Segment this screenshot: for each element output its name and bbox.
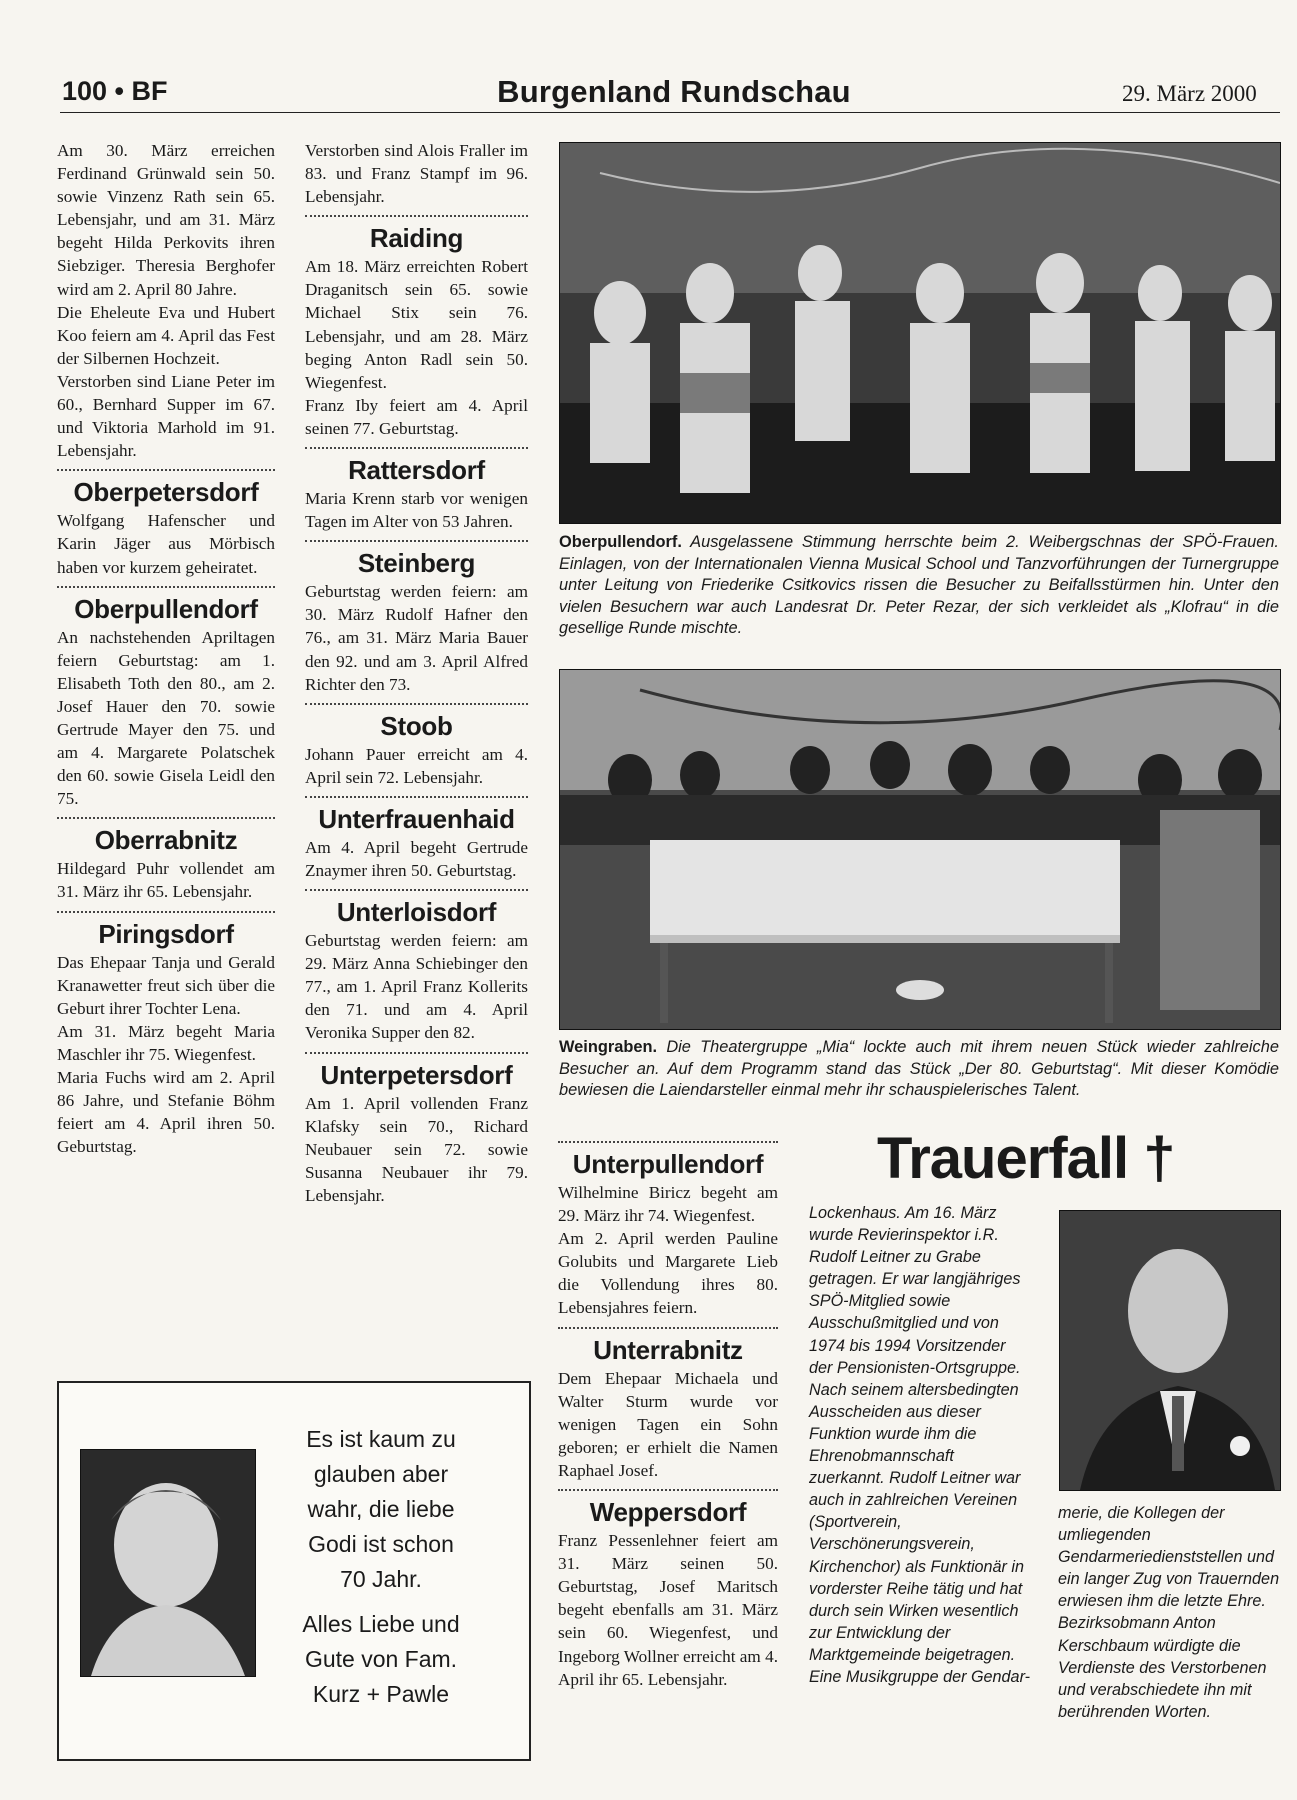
article-text: Am 30. März erreichen Ferdinand Grünwald sein 50. sowie Vinzenz Rath sein 65. Lebensjahr, und am 31. März begeht Hilda Perkovits ihren Siebziger. Theresia Berghofer wird am 2. April 80 Jahre. (57, 141, 275, 299)
section-heading: Rattersdorf (348, 455, 485, 486)
column-2 (305, 139, 528, 1207)
ad-line: wahr, die liebe (307, 1496, 455, 1522)
article-text: Verstorben sind Alois Fraller im 83. und Franz Stampf im 96. Lebensjahr. (305, 141, 528, 207)
trauerfall-text-1 (809, 1202, 1031, 1688)
caption-place: Oberpullendorf. (559, 533, 682, 551)
birthday-portrait (80, 1449, 256, 1677)
article-text: Wolfgang Hafenscher und Karin Jäger aus Mörbisch haben vor kurzem geheiratet. (57, 511, 275, 577)
section-divider (57, 911, 275, 913)
article-text: Maria Fuchs wird am 2. April 86 Jahre, und Stefanie Böhm feiert am 4. April ihren 50. Geburtstag. (57, 1068, 275, 1157)
section-divider (305, 796, 528, 798)
photo-dance-party (559, 142, 1281, 524)
ad-line: Kurz + Pawle (312, 1681, 450, 1707)
section-divider (558, 1141, 778, 1143)
photo-theatre-group-image (560, 670, 1280, 1029)
trauerfall-text-2 (1058, 1502, 1280, 1723)
article-text: Verstorben sind Liane Peter im 60., Bernhard Supper im 67. und Viktoria Marhold im 91. Lebensjahr. (57, 371, 275, 461)
article-text: Am 2. April werden Pauline Golubits und Margarete Lieb die Vollendung ihres 80. Lebensjahres feiern. (558, 1229, 778, 1318)
section-heading: Unterfrauenhaid (318, 803, 515, 834)
section-divider (305, 447, 528, 449)
section-divider (305, 1052, 528, 1054)
article-text: Johann Pauer erreicht am 4. April sein 72. Lebensjahr. (305, 744, 528, 787)
portrait-rudolf-leitner (1059, 1210, 1281, 1491)
article-text: Die Eheleute Eva und Hubert Koo feiern am 4. April das Fest der Silbernen Hochzeit. (57, 302, 275, 368)
ad-line: Gute von Fam. (304, 1646, 458, 1672)
article-text: Am 4. April begeht Gertrude Znaymer ihren 50. Geburtstag. (305, 837, 528, 880)
caption-place: Weingraben. (559, 1038, 658, 1056)
section-divider (558, 1489, 778, 1491)
article-text: Das Ehepaar Tanja und Gerald Kranawetter freut sich über die Geburt ihrer Tochter Lena. (57, 952, 275, 1018)
section-divider (558, 1327, 778, 1329)
column-1 (57, 139, 275, 1158)
caption-text: Ausgelassene Stimmung herrschte beim 2. Weibergschnas der SPÖ-Frauen. Einlagen, von der Internationalen Vienna Musical School und Tanzvorführungen der Turnergruppe unter Leitung von Friederike Csitkovics rissen die Besucher zu Beifallsstürmen hin. Unter den vielen Besuchern war auch Landesrat Dr. Peter Rezar, der sich verkleidet als „Klofrau“ in die gesellige Runde mischte. (559, 533, 1279, 638)
birthday-portrait-image (81, 1450, 255, 1676)
article-text: Am 1. April vollenden Franz Klafsky sein 70., Richard Neubauer sein 72. sowie Susanna Neubauer ihr 79. Lebensjahr. (305, 1093, 528, 1205)
section-heading: Unterpullendorf (572, 1149, 764, 1179)
photo-dance-party-image (560, 143, 1280, 523)
section-divider (305, 889, 528, 891)
article-text: Maria Krenn starb vor wenigen Tagen im Alter von 53 Jahren. (305, 489, 528, 532)
photo-theatre-group (559, 669, 1281, 1030)
trauerfall-heading: Trauerfall † (877, 1126, 1175, 1191)
section-heading: Oberpullendorf (74, 593, 258, 624)
ad-line: Godi ist schon (308, 1531, 454, 1557)
article-text: Am 31. März begeht Maria Maschler ihr 75. Wiegenfest. (57, 1021, 275, 1064)
section-heading: Piringsdorf (98, 918, 234, 949)
ad-line: glauben aber (313, 1461, 449, 1487)
section-divider (305, 703, 528, 705)
portrait-image (1060, 1211, 1280, 1490)
trauerfall-paragraph: merie, die Kollegen der umliegenden Gendarmeriedienststellen und ein langer Zug von Trauernden erwiesen ihm die letzte Ehre. Bezirksobmann Anton Kerschbaum würdigte die Verdienste des Verstorbenen und verabschiedete ihn mit berührenden Worten. (1058, 1504, 1280, 1721)
ad-line: 70 Jahr. (340, 1566, 422, 1592)
header-rule (60, 112, 1280, 113)
masthead: Burgenland Rundschau (497, 74, 851, 109)
article-text: Wilhelmine Biricz begeht am 29. März ihr 74. Wiegenfest. (558, 1183, 778, 1226)
column-3 (558, 1141, 778, 1691)
page-number: 100 • BF (62, 76, 168, 106)
section-heading: Weppersdorf (589, 1497, 747, 1528)
ad-line: Es ist kaum zu (306, 1426, 456, 1452)
article-text: Franz Pessenlehner feiert am 31. März seinen 50. Geburtstag, Josef Maritsch begeht ebenfalls am 31. März sein 60. Wiegenfest, und Ingeborg Wollner erreicht am 4. April ihr 65. Lebensjahr. (558, 1531, 778, 1689)
section-heading: Raiding (369, 223, 464, 254)
article-text: Geburtstag werden feiern: am 29. März Anna Schiebinger den 77., am 1. April Franz Kollerits den 71. und am 4. April Veronika Supper den 82. (305, 931, 528, 1043)
section-divider (305, 540, 528, 542)
article-text: An nachstehenden Apriltagen feiern Geburtstag: am 1. Elisabeth Toth den 80., am 2. Josef Hauer den 70. sowie Gertrude Mayer den 75. und am 4. Margarete Polatschek den 60. sowie Gisela Leidl den 75. (57, 627, 275, 809)
section-heading: Unterpetersdorf (320, 1059, 513, 1090)
issue-date: 29. März 2000 (1122, 81, 1257, 106)
ad-line: Alles Liebe und (302, 1611, 460, 1637)
section-divider (57, 817, 275, 819)
article-text: Franz Iby feiert am 4. April seinen 77. Geburtstag. (305, 395, 528, 438)
photo-caption-oberpullendorf (559, 532, 1279, 640)
section-heading: Unterrabnitz (593, 1334, 743, 1365)
section-heading: Unterloisdorf (336, 897, 497, 928)
caption-text: Die Theatergruppe „Mia“ lockte auch mit ihrem neuen Stück wieder zahlreiche Besucher an. Auf dem Programm stand das Stück „Der 80. Geburtstag“. Mit dieser Komödie bewiesen die Laiendarsteller einmal mehr ihr schauspielerisches Talent. (559, 1038, 1279, 1100)
article-text: Am 18. März erreichten Robert Draganitsch sein 65. sowie Michael Stix sein 76. Lebensjahr, und am 28. März beging Anton Radl sein 50. Wiegenfest. (305, 257, 528, 392)
section-divider (57, 586, 275, 588)
section-divider (305, 215, 528, 217)
article-text: Geburtstag werden feiern: am 30. März Rudolf Hafner den 76., am 31. März Maria Bauer den 92. und am 3. April Alfred Richter den 73. (305, 582, 528, 694)
section-divider (57, 469, 275, 471)
article-text: Hildegard Puhr vollendet am 31. März ihr 65. Lebensjahr. (57, 859, 275, 902)
article-text: Dem Ehepaar Michaela und Walter Sturm wurde vor wenigen Tagen ein Sohn geboren; er erhielt die Namen Raphael Josef. (558, 1368, 778, 1480)
section-heading: Stoob (380, 710, 453, 741)
section-heading: Oberpetersdorf (73, 477, 259, 508)
photo-caption-weingraben (559, 1037, 1279, 1102)
trauerfall-paragraph: Lockenhaus. Am 16. März wurde Revierinspektor i.R. Rudolf Leitner zu Grabe getragen. Er war langjähriges SPÖ-Mitglied sowie Ausschußmitglied und von 1974 bis 1994 Vorsitzender der Pensionisten-Ortsgruppe. Nach seinem altersbedingten Ausscheiden aus dieser Funktion wurde ihm die Ehrenobmannschaft zuerkannt. Rudolf Leitner war auch in zahlreichen Vereinen (Sportverein, Verschönerungsverein, Kirchenchor) als Funktionär in vorderster Reihe tätig und hat durch sein Wirken wesentlich zur Entwicklung der Marktgemeinde beigetragen. Eine Musikgruppe der Gendar- (809, 1204, 1031, 1686)
section-heading: Oberrabnitz (94, 825, 238, 856)
birthday-ad-text (286, 1422, 476, 1712)
section-heading: Steinberg (357, 548, 476, 579)
